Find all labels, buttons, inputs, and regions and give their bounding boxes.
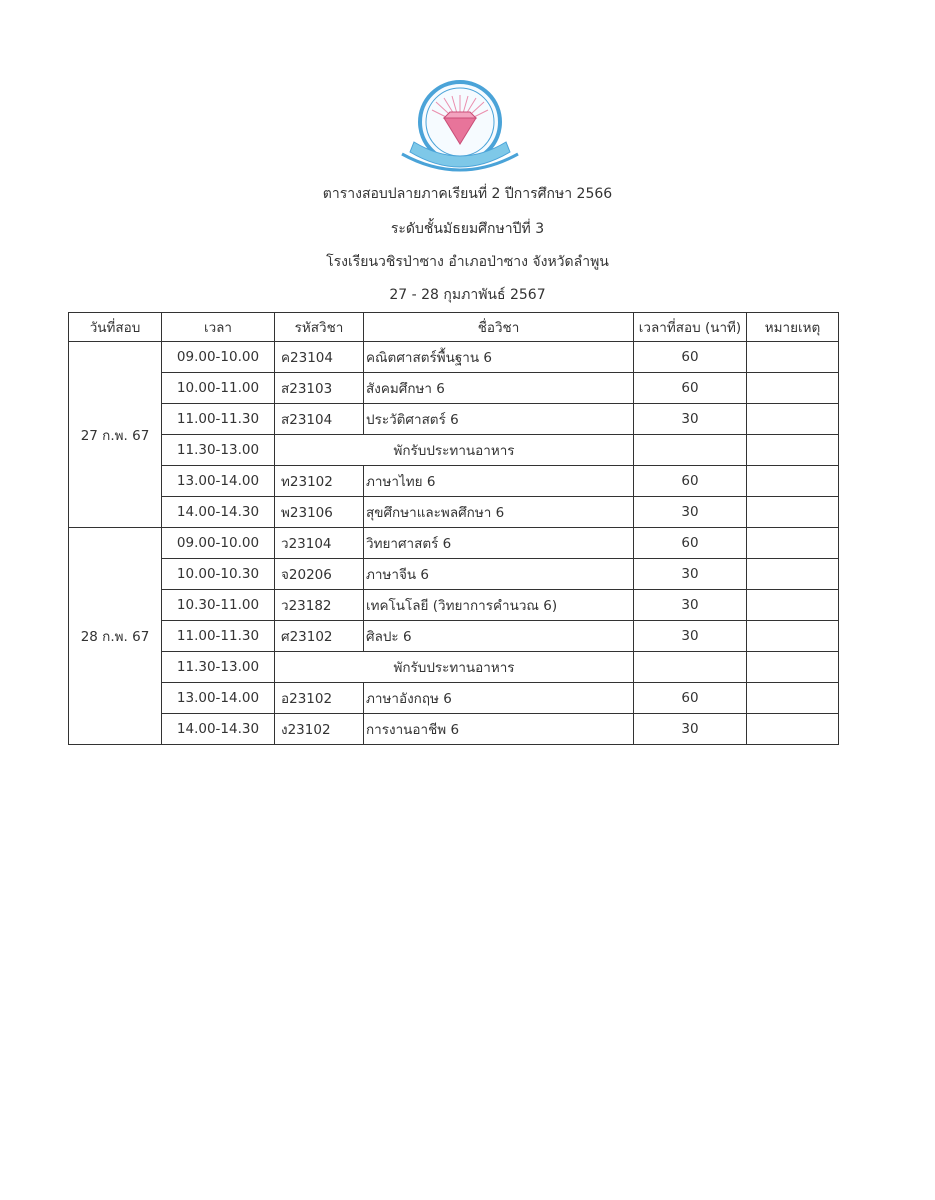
table-row [69,404,839,435]
subject-code-cell: พ23106 [275,497,364,528]
minutes-cell: 60 [634,373,747,404]
table-row [69,559,839,590]
subject-name-cell: เทคโนโลยี (วิทยาการคำนวณ 6) [364,590,634,621]
time-cell: 10.00-10.30 [162,559,275,590]
table-row [69,683,839,714]
col-minutes: เวลาที่สอบ (นาที) [634,313,747,342]
subject-code-cell: จ20206 [275,559,364,590]
minutes-cell: 30 [634,621,747,652]
note-cell [747,621,839,652]
note-cell [747,435,839,466]
subject-code-cell: ส23104 [275,404,364,435]
note-cell [747,652,839,683]
time-cell: 11.00-11.30 [162,404,275,435]
note-cell [747,590,839,621]
exam-date-cell: 28 ก.พ. 67 [69,528,162,745]
note-cell [747,342,839,373]
note-cell [747,404,839,435]
exam-schedule-table [68,312,839,745]
table-row [69,342,839,373]
subject-name-cell: คณิตศาสตร์พื้นฐาน 6 [364,342,634,373]
col-time: เวลา [162,313,275,342]
time-cell: 14.00-14.30 [162,714,275,745]
time-cell: 13.00-14.00 [162,466,275,497]
note-cell [747,528,839,559]
minutes-cell: 30 [634,590,747,621]
subject-code-cell: ท23102 [275,466,364,497]
subject-name-cell: ศิลปะ 6 [364,621,634,652]
subject-name-cell: ภาษาไทย 6 [364,466,634,497]
col-date: วันที่สอบ [69,313,162,342]
table-row [69,466,839,497]
exam-title: ตารางสอบปลายภาคเรียนที่ 2 ปีการศึกษา 2566 [322,186,613,202]
minutes-cell: 30 [634,497,747,528]
minutes-cell [634,435,747,466]
time-cell: 13.00-14.00 [162,683,275,714]
time-cell: 11.30-13.00 [162,652,275,683]
subject-code-cell: ส23103 [275,373,364,404]
subject-name-cell: สังคมศึกษา 6 [364,373,634,404]
subject-code-cell: ค23104 [275,342,364,373]
school-name: โรงเรียนวชิรป่าซาง อำเภอป่าซาง จังหวัดลำพูน [326,254,609,270]
minutes-cell: 30 [634,559,747,590]
note-cell [747,683,839,714]
table-row [69,528,839,559]
time-cell: 14.00-14.30 [162,497,275,528]
subject-code-cell: อ23102 [275,683,364,714]
table-header-row [69,313,839,342]
subject-name-cell: ประวัติศาสตร์ 6 [364,404,634,435]
subject-code-cell: ว23104 [275,528,364,559]
minutes-cell: 60 [634,528,747,559]
subject-name-cell: ภาษาอังกฤษ 6 [364,683,634,714]
time-cell: 11.00-11.30 [162,621,275,652]
subject-code-cell: ง23102 [275,714,364,745]
minutes-cell: 60 [634,466,747,497]
lunch-break-row [69,652,839,683]
lunch-break-cell: พักรับประทานอาหาร [275,435,634,466]
table-row [69,497,839,528]
note-cell [747,559,839,590]
grade-level: ระดับชั้นมัธยมศึกษาปีที่ 3 [390,221,545,237]
note-cell [747,373,839,404]
table-row [69,714,839,745]
lunch-break-cell: พักรับประทานอาหาร [275,652,634,683]
lunch-break-row [69,435,839,466]
table-row [69,590,839,621]
subject-name-cell: ภาษาจีน 6 [364,559,634,590]
exam-date-cell: 27 ก.พ. 67 [69,342,162,528]
note-cell [747,714,839,745]
minutes-cell: 60 [634,342,747,373]
minutes-cell: 30 [634,404,747,435]
minutes-cell [634,652,747,683]
table-row [69,373,839,404]
time-cell: 09.00-10.00 [162,342,275,373]
col-code: รหัสวิชา [275,313,364,342]
table-row [69,621,839,652]
col-note: หมายเหตุ [747,313,839,342]
note-cell [747,466,839,497]
subject-code-cell: ศ23102 [275,621,364,652]
note-cell [747,497,839,528]
subject-name-cell: สุขศึกษาและพลศึกษา 6 [364,497,634,528]
subject-name-cell: วิทยาศาสตร์ 6 [364,528,634,559]
col-subject: ชื่อวิชา [364,313,634,342]
subject-code-cell: ว23182 [275,590,364,621]
minutes-cell: 30 [634,714,747,745]
exam-dates: 27 - 28 กุมภาพันธ์ 2567 [389,287,546,303]
school-logo [388,78,532,178]
time-cell: 11.30-13.00 [162,435,275,466]
time-cell: 10.00-11.00 [162,373,275,404]
subject-name-cell: การงานอาชีพ 6 [364,714,634,745]
minutes-cell: 60 [634,683,747,714]
time-cell: 09.00-10.00 [162,528,275,559]
time-cell: 10.30-11.00 [162,590,275,621]
